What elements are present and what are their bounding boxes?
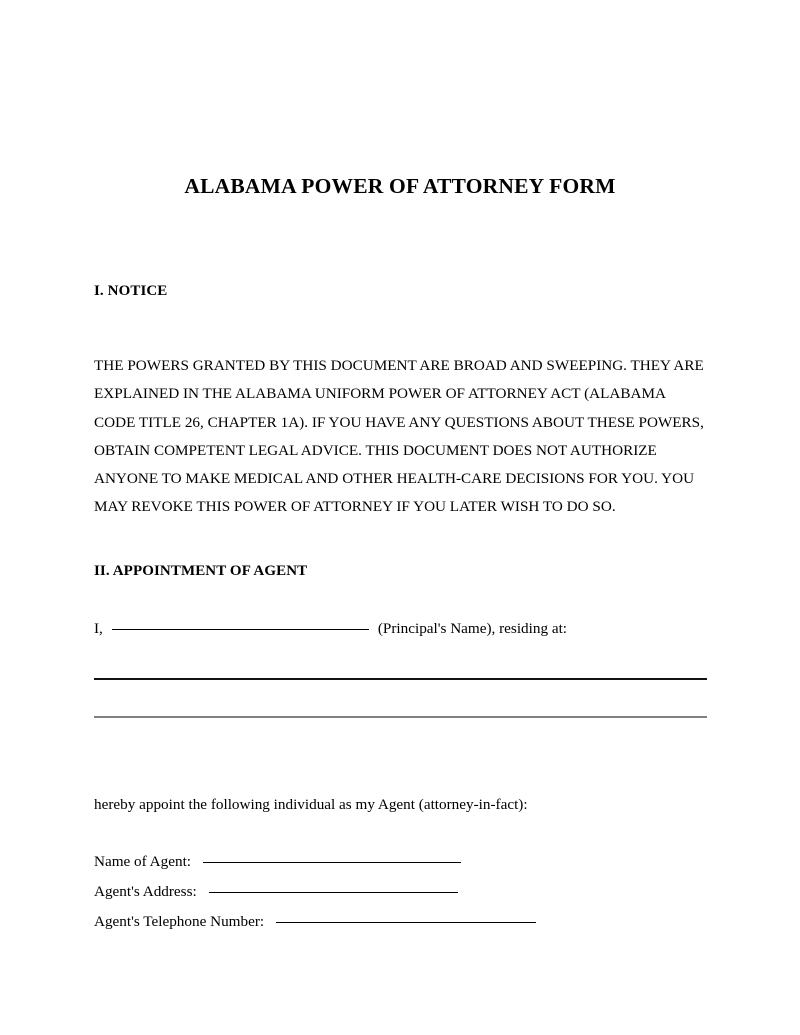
agent-telephone-input-blank[interactable] [276,922,536,923]
agent-telephone-field [94,911,536,932]
principal-name-line [94,618,734,639]
agent-address-input-blank[interactable] [209,892,458,893]
notice-body-text: THE POWERS GRANTED BY THIS DOCUMENT ARE BROAD AND SWEEPING. THEY ARE EXPLAINED IN THE ALABAMA UNIFORM POWER OF ATTORNEY ACT (ALABAMA CODE TITLE 26, CHAPTER 1A). IF YOU HAVE ANY QUESTIONS ABOUT THESE POWERS, OBTAIN COMPETENT LEGAL ADVICE. THIS DOCUMENT DOES NOT AUTHORIZE ANYONE TO MAKE MEDICAL AND OTHER HEALTH-CARE DECISIONS FOR YOU. YOU MAY REVOKE THIS POWER OF ATTORNEY IF YOU LATER WISH TO DO SO. [94,357,704,516]
section-heading-notice: I. NOTICE [94,283,168,299]
agent-name-field [94,851,461,872]
page-title: ALABAMA POWER OF ATTORNEY FORM [184,174,616,199]
agent-telephone-label: Agent's Telephone Number: [94,913,265,930]
agent-name-input-blank[interactable] [203,862,461,863]
principal-address-blank-line-1[interactable] [94,678,707,680]
appointment-statement: hereby appoint the following individual as my Agent (attorney-in-fact): [94,796,528,813]
agent-name-label: Name of Agent: [94,853,192,870]
agent-address-field [94,881,458,902]
agent-address-label: Agent's Address: [94,883,197,900]
principal-lead-text: I, [94,620,103,637]
principal-trailing-text: (Principal's Name), residing at: [377,620,568,637]
principal-name-blank[interactable] [112,629,369,630]
principal-address-blank-line-2[interactable] [94,716,707,718]
section-heading-appointment: II. APPOINTMENT OF AGENT [94,563,308,579]
